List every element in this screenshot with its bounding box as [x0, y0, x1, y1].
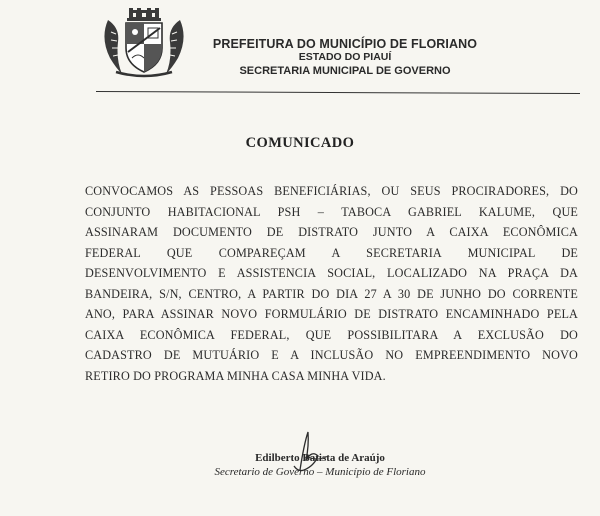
letterhead: [205, 37, 485, 78]
body-line: BANDEIRA, S/N, CENTRO, A PARTIR DO DIA 27 A 30 DE JUNHO DO CORRENTE: [85, 286, 578, 301]
signatory-role: Secretario de Governo – Município de Floriano: [214, 466, 426, 478]
signatory-name: Edilberto Batista de Araújo: [255, 452, 385, 464]
body-line: RETIRO DO PROGRAMA MINHA CASA MINHA VIDA.: [85, 368, 386, 383]
municipality-name: PREFEITURA DO MUNICÍPIO DE FLORIANO: [212, 37, 478, 51]
body-line: CONJUNTO HABITACIONAL PSH – TABOCA GABRIEL KALUME, QUE: [85, 204, 578, 219]
state-name: ESTADO DO PIAUÍ: [298, 51, 392, 63]
body-line: CADASTRO DE MUTUÁRIO E A INCLUSÃO NO EMPREENDIMENTO NOVO: [85, 348, 578, 362]
announcement-body: [85, 181, 578, 386]
body-line: FEDERAL QUE COMPAREÇAM A SECRETARIA MUNICIPAL DE: [85, 245, 578, 260]
header-divider: [96, 91, 580, 94]
coat-of-arms-icon: [102, 8, 186, 80]
body-line: CONVOCAMOS AS PESSOAS BENEFICIÁRIAS, OU SEUS PROCIRADORES, DO: [85, 184, 578, 198]
document-title: COMUNICADO: [245, 135, 355, 151]
body-line: ASSINARAM DOCUMENTO DE DISTRATO JUNTO A CAIXA ECONÔMICA: [85, 225, 578, 239]
department-name: SECRETARIA MUNICIPAL DE GOVERNO: [239, 65, 451, 77]
body-line: DESENVOLVIMENTO E ASSISTENCIA SOCIAL, LOCALIZADO NA PRAÇA DA: [85, 266, 578, 280]
body-line: CAIXA ECONÔMICA FEDERAL, QUE POSSIBILITARA A EXCLUSÃO DO: [85, 327, 578, 342]
body-line: ANO, PARA ASSINAR NOVO FORMULÁRIO DE DISTRATO ENCAMINHADO PELA: [85, 307, 578, 321]
